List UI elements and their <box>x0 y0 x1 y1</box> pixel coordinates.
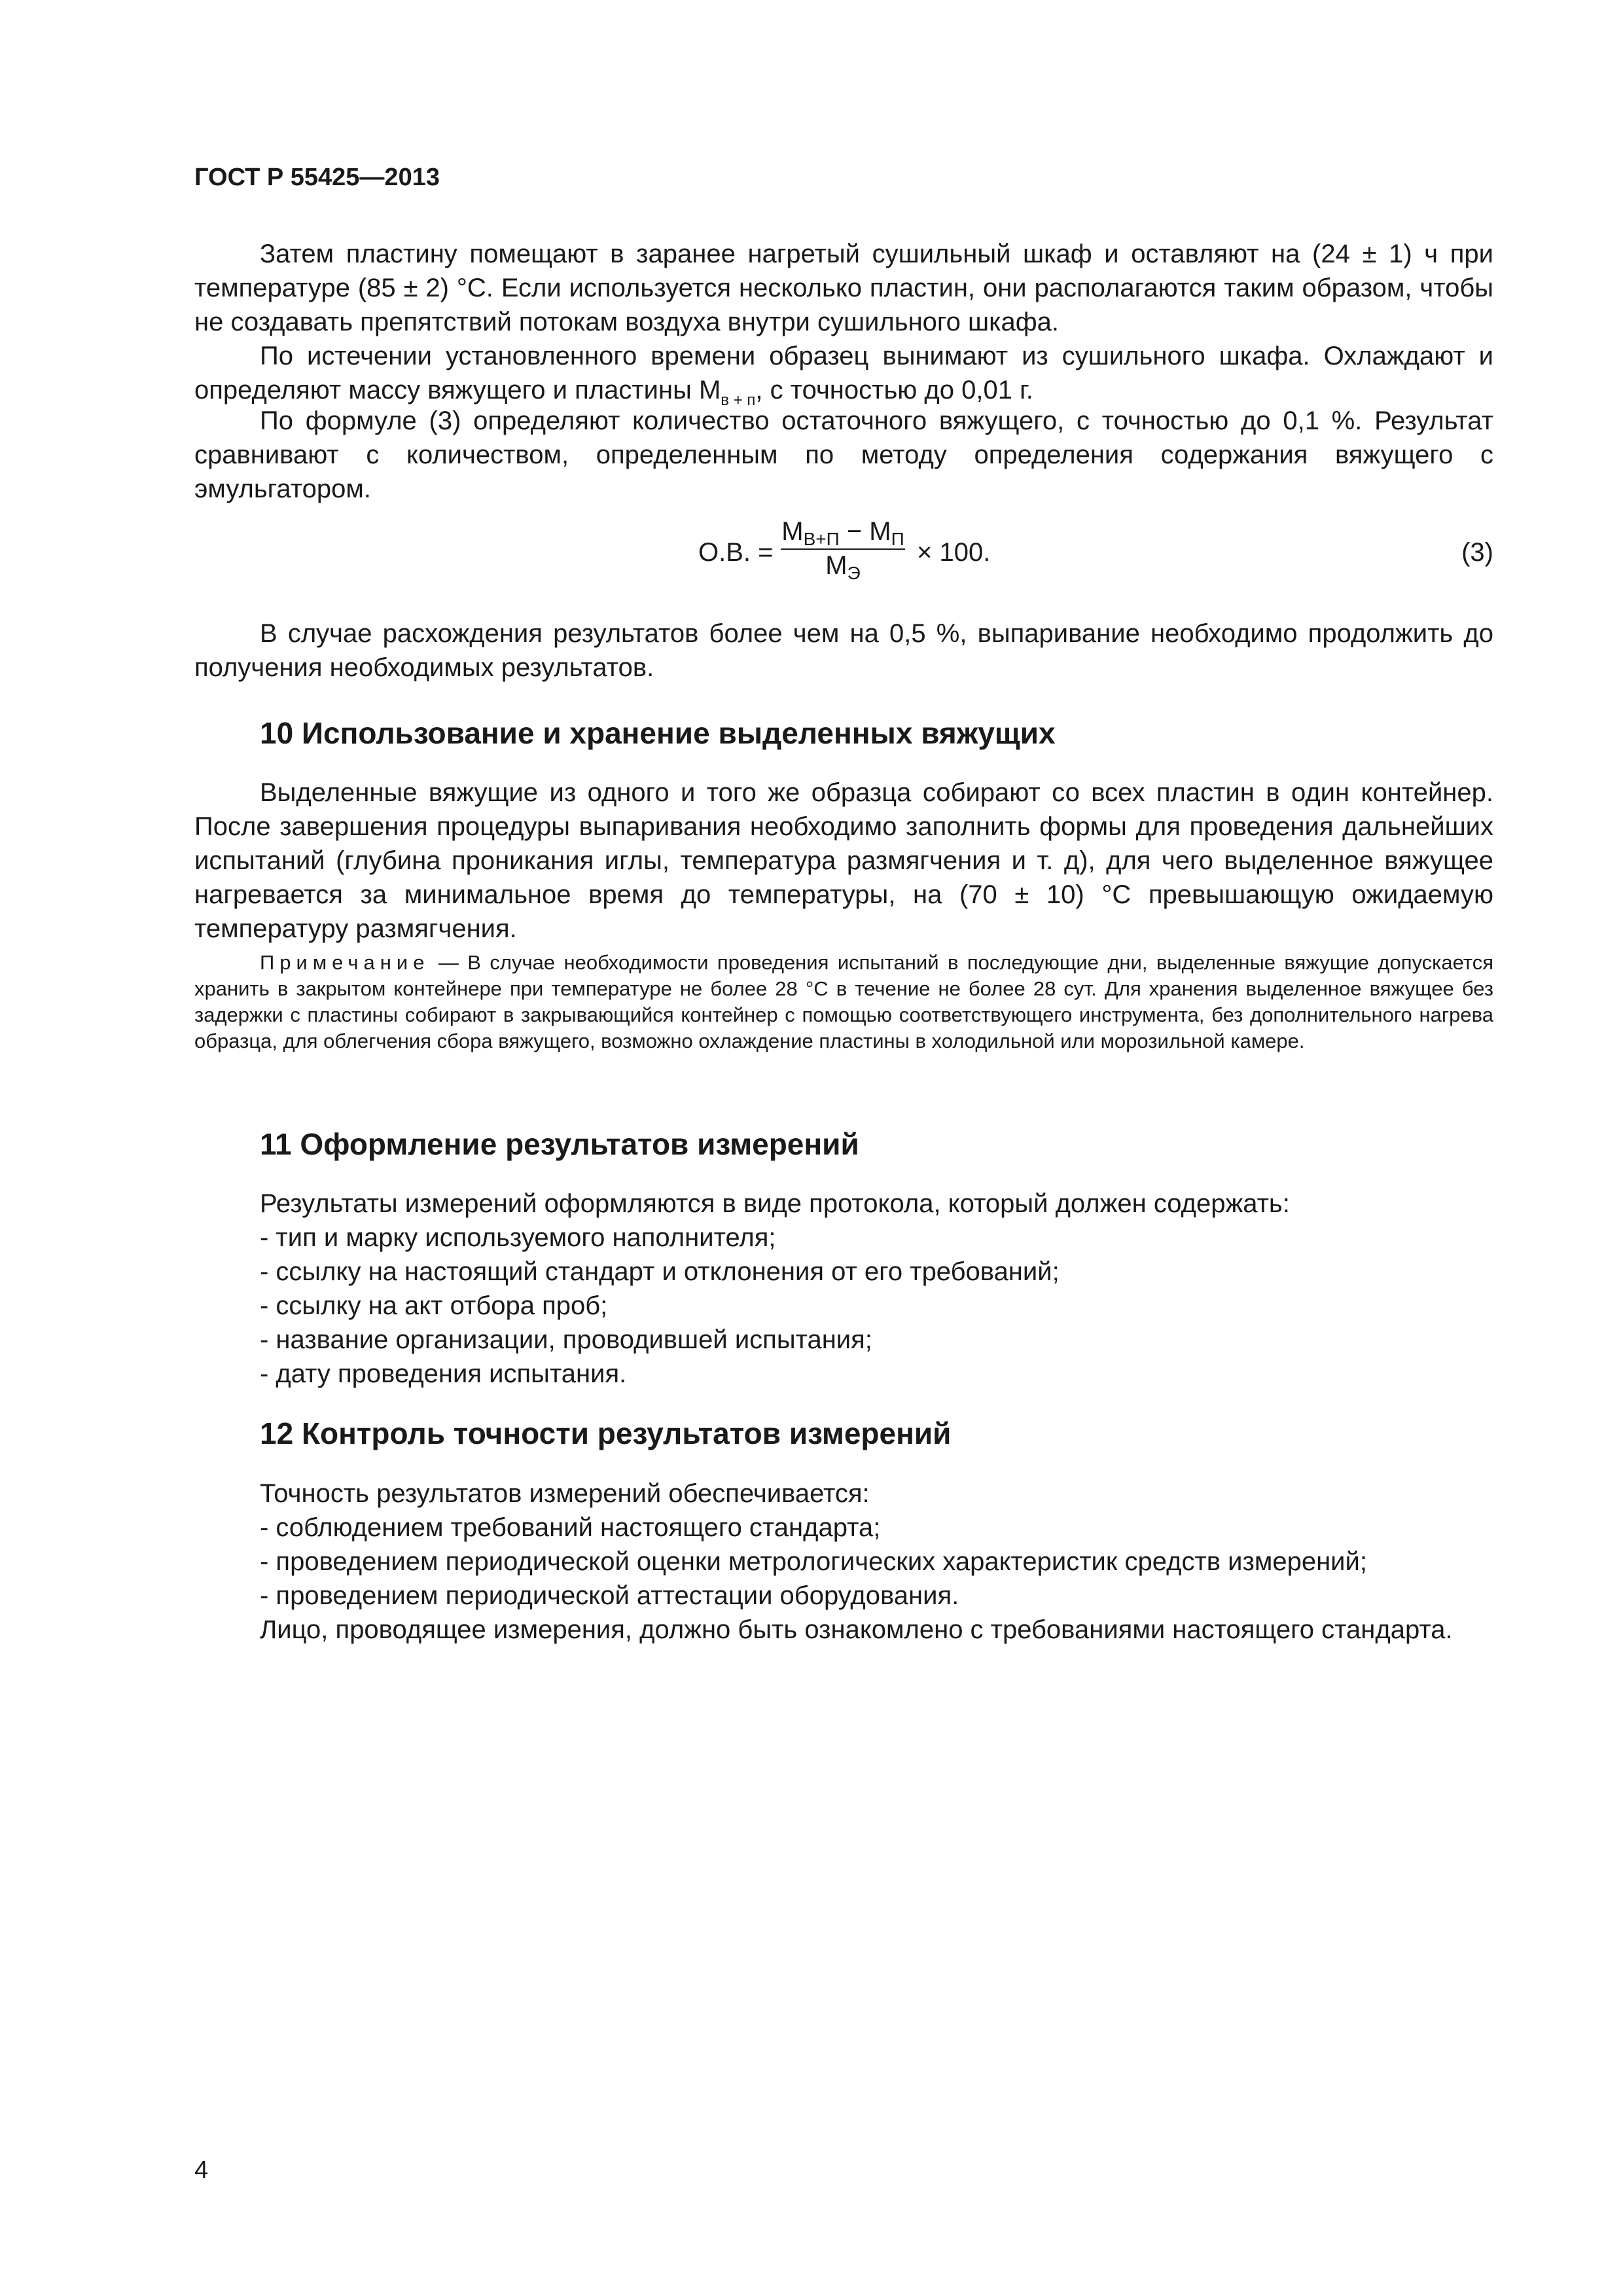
list-item: - ссылку на акт отбора проб; <box>260 1291 608 1320</box>
formula-lhs: О.В. = <box>698 538 774 567</box>
formula-denominator <box>781 550 905 581</box>
numerator-subscript: В+П <box>803 529 840 549</box>
section-12-heading: 12 Контроль точности результатов измерений <box>260 1416 952 1450</box>
page-number: 4 <box>194 2157 209 2184</box>
note-body: — В случае необходимости проведения испытаний в последующие дни, выделенные вяжущие допускается хранить в закрытом контейнере при температуре не более 28 °С в течение не более 28 сут. Для хранения выделенное вяжущее без задержки с пластины собирают в закрывающийся контейнер с помощью соответствующего инструмента, без дополнительного нагрева образца, для облегчения сбора вяжущего, возможно охлаждение пластины в холодильной или морозильной камере. <box>194 951 1493 1052</box>
section-11-list <box>260 1187 1503 1391</box>
list-intro: Точность результатов измерений обеспечивается: <box>260 1479 870 1508</box>
paragraph-text: В случае расхождения результатов более чем на 0,5 %, выпаривание необходимо продолжить до получения необходимых результатов. <box>194 619 1493 682</box>
list-intro: Результаты измерений оформляются в виде протокола, который должен содержать: <box>260 1189 1290 1218</box>
list-item: - тип и марку используемого наполнителя; <box>260 1223 776 1252</box>
paragraph-text: Затем пластину помещают в заранее нагретый сушильный шкаф и оставляют на (24 ± 1) ч при температуре (85 ± 2) °С. Если используется несколько пластин, они располагаются таким образом, чтобы не создавать препятствий потокам воздуха внутри сушильного шкафа. <box>194 240 1493 336</box>
section-10-body <box>194 776 1493 946</box>
paragraph-formula-intro <box>194 404 1493 506</box>
section-10-heading: 10 Использование и хранение выделенных вяжущих <box>260 716 1056 750</box>
paragraph-text <box>194 339 1493 407</box>
closing-sentence: Лицо, проводящее измерения, должно быть ознакомлено с требованиями настоящего стандарта. <box>260 1615 1453 1644</box>
denominator-subscript: Э <box>847 563 861 583</box>
formula-fraction <box>781 517 905 581</box>
numerator-subscript-2: П <box>891 529 904 549</box>
formula-rhs: × 100. <box>917 538 991 567</box>
paragraph-weighing <box>194 339 1493 407</box>
paragraph-text: По формуле (3) определяют количество остаточного вяжущего, с точностью до 0,1 %. Результат сравнивают с количеством, определенным по методу определения содержания вяжущего с эмульгатором. <box>194 406 1493 503</box>
list-item: - ссылку на настоящий стандарт и отклонения от его требований; <box>260 1257 1060 1286</box>
paragraph-text-part: По истечении установленного времени образец вынимают из сушильного шкафа. Охлаждают и определяют массу вяжущего и пластины М <box>194 342 1493 404</box>
paragraph-drying <box>194 237 1493 339</box>
note-label: Примечание <box>260 951 430 974</box>
numerator-operator: − M <box>839 517 891 546</box>
numerator-symbol: M <box>781 517 804 546</box>
denominator-symbol: M <box>825 551 847 580</box>
section-10-note <box>194 950 1493 1054</box>
list-item: - соблюдением требований настоящего стандарта; <box>260 1513 881 1542</box>
mass-subscript: в + п <box>721 391 756 409</box>
paragraph-text: Выделенные вяжущие из одного и того же образца собирают со всех пластин в один контейнер. После завершения процедуры выпаривания необходимо заполнить формы для проведения дальнейших испытаний (глубина проникания иглы, температура размягчения и т. д), для чего выделенное вяжущее нагревается за минимальное время до температуры, на (70 ± 10) °С превышающую ожидаемую температуру размягчения. <box>194 778 1493 943</box>
document-code: ГОСТ Р 55425—2013 <box>194 164 440 191</box>
list-item: - дату проведения испытания. <box>260 1359 627 1388</box>
section-12-list <box>260 1477 1503 1647</box>
formula-3 <box>194 517 1493 602</box>
formula-number: (3) <box>1461 538 1493 567</box>
list-item: - проведением периодической оценки метрологических характеристик средств измерений; <box>260 1547 1367 1576</box>
section-11-heading: 11 Оформление результатов измерений <box>260 1127 859 1161</box>
note-text <box>194 950 1493 1054</box>
paragraph-text-part: , с точностью до 0,01 г. <box>755 376 1033 404</box>
list-item: - проведением периодической аттестации оборудования. <box>260 1581 959 1610</box>
formula-numerator <box>781 517 905 550</box>
list-item: - название организации, проводившей испытания; <box>260 1325 872 1354</box>
paragraph-discrepancy <box>194 617 1493 685</box>
